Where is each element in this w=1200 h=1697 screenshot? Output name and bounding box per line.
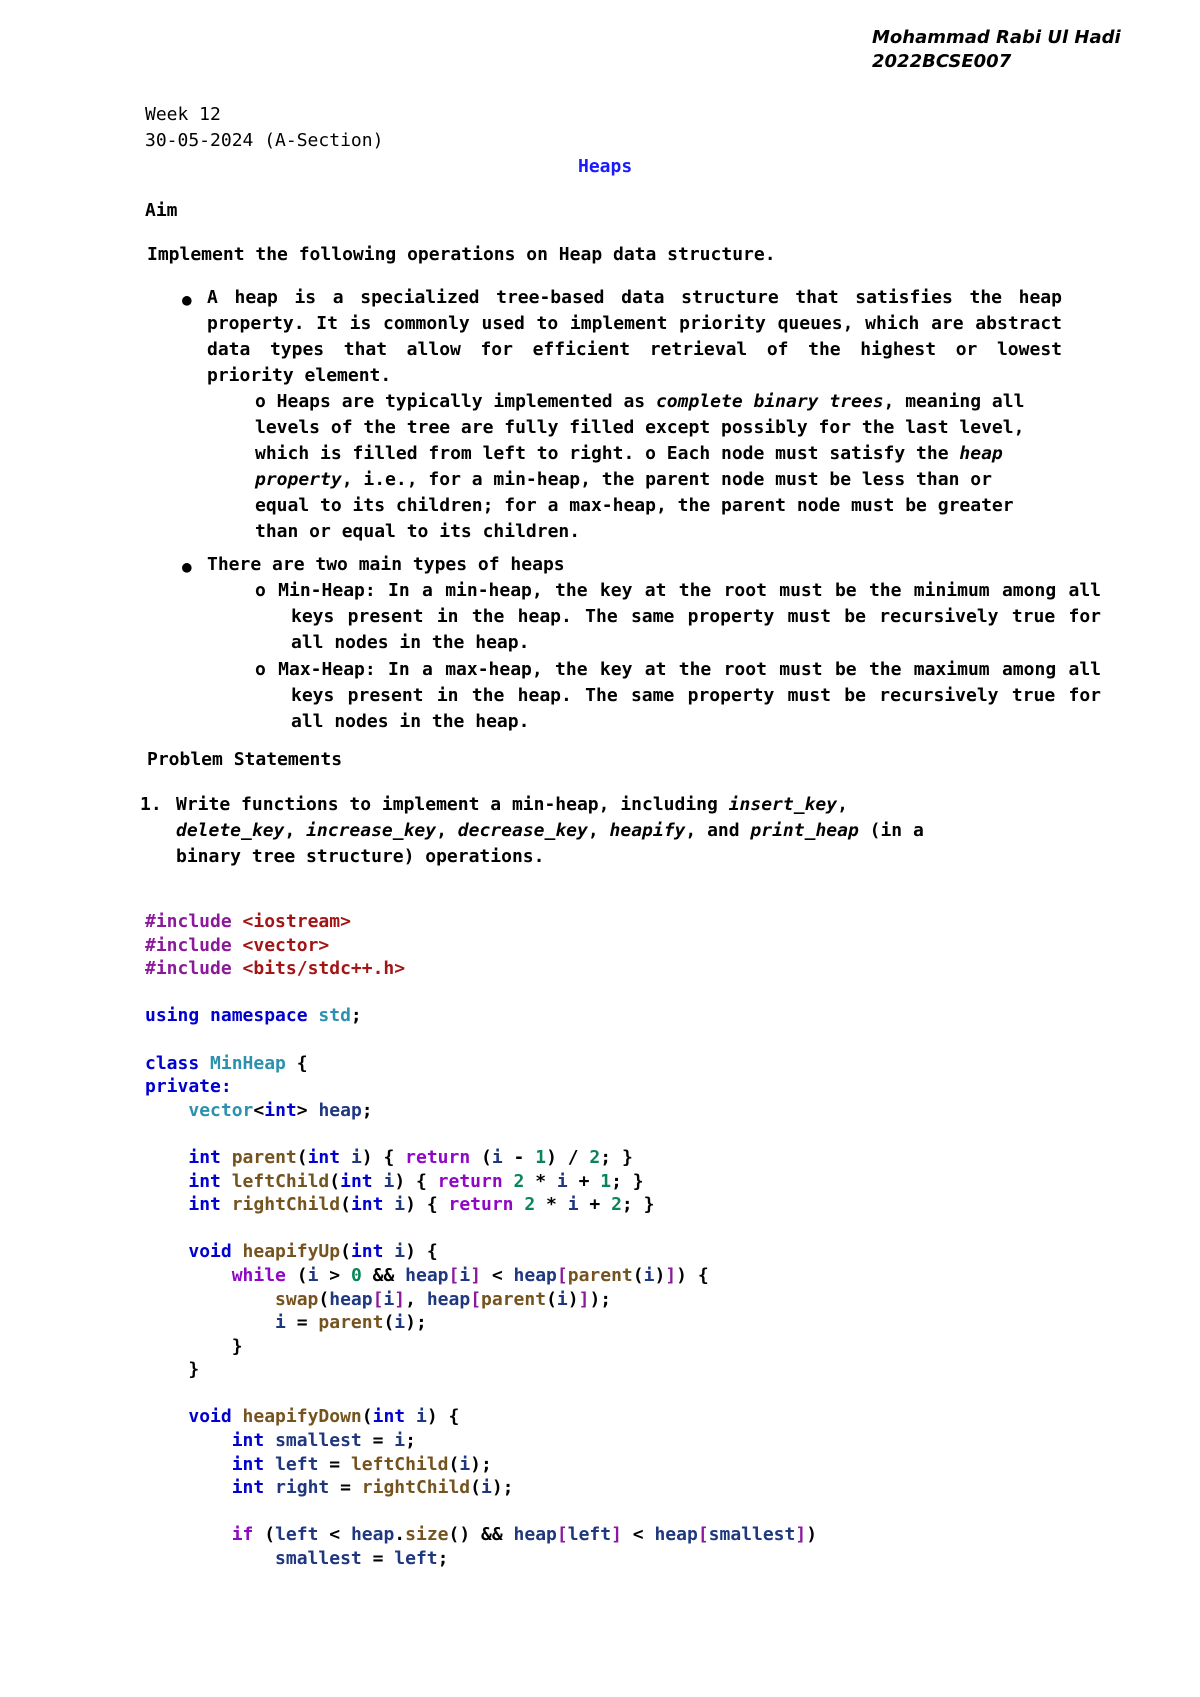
code-token: ] (795, 1524, 807, 1546)
code-line (145, 1004, 817, 1028)
code-token: } (145, 1335, 243, 1357)
code-token: leftChild (350, 1453, 449, 1475)
code-token: [ (556, 1524, 568, 1546)
bullet-dot: ● (182, 557, 192, 576)
code-token: i (567, 1194, 579, 1216)
problem-text: , and (685, 820, 751, 841)
code-token: left (567, 1524, 612, 1546)
code-token: rightChild (231, 1194, 341, 1216)
code-token: i (383, 1170, 395, 1192)
code-token: ( (632, 1264, 644, 1286)
code-token: i (394, 1430, 406, 1452)
code-token: + (578, 1194, 612, 1216)
code-token: ( (329, 1170, 341, 1192)
code-token: = (318, 1453, 351, 1475)
code-line (145, 1335, 817, 1359)
code-line (145, 1028, 817, 1052)
code-line (145, 1358, 817, 1382)
code-line (145, 1052, 817, 1076)
code-token: ; (405, 1430, 416, 1452)
code-token: ) { (405, 1194, 449, 1216)
code-token: ; } (611, 1170, 644, 1192)
code-token: heap (318, 1099, 362, 1121)
sub-point-emphasis: heap property (255, 443, 1003, 490)
sub-point-emphasis: complete binary trees (655, 391, 884, 412)
code-line (145, 1240, 817, 1264)
code-token: ] (611, 1524, 622, 1546)
code-listing (145, 910, 817, 1571)
code-token: <vector> (242, 934, 330, 956)
problem-text: Write functions to implement a min-heap, including (176, 794, 729, 815)
code-token: i (556, 1288, 568, 1310)
code-token: i (459, 1264, 471, 1286)
code-token: 0 (350, 1264, 362, 1286)
code-token: using (145, 1005, 211, 1027)
code-line (145, 1122, 817, 1146)
code-token: ( (546, 1288, 557, 1310)
code-token: i (415, 1406, 427, 1428)
code-token: int (372, 1406, 416, 1428)
code-token (145, 1312, 275, 1333)
page-title: Heaps (578, 156, 633, 177)
code-token: ] (665, 1264, 677, 1286)
code-line (145, 1217, 817, 1241)
code-token: = (285, 1312, 319, 1334)
code-line (145, 1382, 817, 1406)
code-token: heapifyDown (242, 1406, 362, 1428)
bullet-dot: ● (182, 290, 192, 309)
code-token: ); (470, 1453, 492, 1475)
code-token (145, 1524, 232, 1545)
problem-text: , (587, 820, 610, 841)
code-token: ( (264, 1524, 276, 1546)
code-token: ) (806, 1524, 818, 1546)
problem-text: (in a binary tree structure) operations. (176, 820, 924, 867)
code-token: class (145, 1052, 211, 1074)
code-token: return (448, 1194, 525, 1216)
code-token: ); (405, 1312, 427, 1334)
code-token: vector (188, 1099, 254, 1121)
code-token: > (296, 1099, 319, 1121)
code-token: #include (145, 911, 243, 932)
code-line (145, 957, 817, 981)
code-token: ( (340, 1241, 351, 1263)
code-line (145, 1193, 817, 1217)
code-token: parent (231, 1146, 297, 1168)
code-token: int (350, 1194, 395, 1216)
code-token: - (502, 1146, 536, 1168)
function-name: increase_key (306, 820, 437, 841)
roll-number: 2022BCSE007 (872, 51, 1012, 72)
code-token: ( (318, 1288, 330, 1310)
code-token: int (340, 1170, 384, 1192)
code-token: if (231, 1524, 265, 1546)
code-token: <iostream> (242, 911, 351, 932)
function-name: delete_key (176, 820, 285, 841)
week-label: Week 12 (145, 104, 221, 125)
problem-text: , (837, 794, 848, 815)
sub-point-min-heap-text: o Min-Heap: In a min-heap, the key at the root must be the minimum among all keys present in the heap. The same property must be recursively true for all nodes in the heap. (255, 580, 1101, 653)
date-label: 30-05-2024 (A-Section) (145, 130, 384, 151)
code-token (145, 1406, 188, 1427)
code-token: ( (296, 1264, 308, 1286)
sub-point-max-heap-text: o Max-Heap: In a max-heap, the key at the root must be the maximum among all keys present in the heap. The same property must be recursively true for all nodes in the heap. (255, 659, 1101, 732)
code-token: = (361, 1548, 395, 1570)
code-token (145, 1194, 188, 1215)
code-token: int (188, 1146, 232, 1168)
sub-point-min-heap (255, 578, 1101, 656)
code-token: ( (361, 1406, 373, 1428)
function-name: print_heap (750, 820, 859, 841)
code-token: 1 (535, 1146, 547, 1168)
code-token: ( (470, 1477, 481, 1499)
code-token (145, 1430, 232, 1451)
code-line (145, 1264, 817, 1288)
code-token: rightChild (361, 1477, 471, 1499)
code-token: < (621, 1524, 655, 1546)
code-token (145, 1241, 188, 1262)
code-token: smallest (275, 1430, 362, 1452)
code-token: leftChild (231, 1170, 330, 1192)
author-name: Mohammad Rabi Ul Hadi (872, 27, 1121, 48)
code-token (145, 1265, 232, 1286)
code-token: void (188, 1406, 243, 1428)
code-token: heap (329, 1288, 373, 1310)
code-token: MinHeap (210, 1052, 286, 1074)
code-line (145, 1146, 817, 1170)
code-line (145, 1311, 817, 1335)
code-token: i (307, 1264, 319, 1286)
function-name: decrease_key (457, 820, 588, 841)
code-token: return (437, 1170, 514, 1192)
aim-heading: Aim (145, 200, 178, 221)
code-token: ) { (394, 1170, 438, 1192)
code-token: ) (654, 1264, 666, 1286)
code-token: parent (567, 1264, 633, 1286)
code-token: int (188, 1170, 232, 1192)
code-token: int (307, 1146, 351, 1168)
code-token: heap (350, 1524, 395, 1546)
code-token: = (329, 1477, 362, 1499)
code-token: i (394, 1312, 406, 1334)
bullet-heap-definition-text: A heap is a specialized tree-based data structure that satisfies the heap property. It is commonly used to implement priority queues, which are abstract data types that allow for efficient retrieval of the highest or lowest priority element. (207, 287, 1062, 386)
code-line (145, 1405, 817, 1429)
code-token: void (188, 1241, 243, 1263)
code-token: parent (318, 1312, 384, 1334)
code-token: <bits/stdc++.h> (242, 958, 406, 980)
code-token: 2 (513, 1170, 525, 1192)
code-token: 1 (600, 1170, 612, 1192)
code-token: i (394, 1241, 406, 1263)
code-token: heap (513, 1524, 557, 1546)
code-token: ( (383, 1312, 395, 1334)
code-token: heap (654, 1524, 698, 1546)
code-token: ( (448, 1453, 460, 1475)
code-token: , (405, 1288, 427, 1310)
code-token: swap (275, 1288, 319, 1310)
bullet-heap-definition (207, 285, 1062, 389)
sub-point-max-heap (255, 657, 1101, 735)
code-token: 2 (589, 1146, 601, 1168)
code-token: 2 (611, 1194, 622, 1216)
function-name: heapify (609, 820, 686, 841)
code-token: * (535, 1194, 568, 1216)
code-token: i (480, 1477, 492, 1499)
code-line (145, 934, 817, 958)
code-line (145, 1288, 817, 1312)
code-token: . (394, 1524, 406, 1546)
code-token: ] (470, 1264, 482, 1286)
code-line (145, 1500, 817, 1524)
code-token: i (556, 1170, 568, 1192)
code-token: right (275, 1477, 330, 1499)
code-token: [ (448, 1264, 460, 1286)
code-token: i (394, 1194, 406, 1216)
code-token: ( (340, 1194, 351, 1216)
code-token: < (481, 1264, 514, 1286)
code-token: i (383, 1288, 395, 1310)
code-token: return (405, 1146, 482, 1168)
code-token: int (350, 1241, 395, 1263)
code-token (145, 1147, 188, 1168)
code-token: left (275, 1524, 319, 1546)
code-line (145, 1523, 817, 1547)
code-token: } (145, 1359, 200, 1381)
sub-point-text: , meaning all levels of the tree are fully filled except possibly for the last level, which is filled from left to right. o Each node must satisfy the (255, 391, 1025, 464)
problem-text: , (284, 820, 307, 841)
code-token: i (275, 1312, 286, 1334)
code-token: ) { (405, 1241, 438, 1263)
code-token: ); (491, 1477, 514, 1499)
code-token: [ (697, 1524, 709, 1546)
code-token: i (459, 1453, 471, 1475)
problem-number: 1. (140, 794, 162, 815)
code-token: 2 (524, 1194, 536, 1216)
code-token: smallest (275, 1548, 362, 1570)
bullet-heap-types: There are two main types of heaps (207, 554, 565, 575)
code-token: ( (296, 1146, 308, 1168)
code-token: ; (350, 1005, 362, 1027)
code-token: heap (513, 1264, 557, 1286)
code-line (145, 1547, 817, 1571)
code-token: > (318, 1264, 351, 1286)
code-line (145, 1170, 817, 1194)
code-line (145, 1075, 817, 1099)
code-token: ] (578, 1288, 590, 1310)
code-token: ) / (546, 1146, 590, 1168)
code-line (145, 1429, 817, 1453)
code-token: namespace (210, 1005, 319, 1027)
code-token: ; } (600, 1146, 633, 1168)
code-token: while (231, 1264, 297, 1286)
code-token: ( (481, 1146, 492, 1168)
sub-point-text: , i.e., for a min-heap, the parent node must be less than or equal to its children; for a max-heap, the parent node must be greater than or equal to its children. (255, 469, 1014, 542)
code-token: #include (145, 934, 243, 956)
code-token: * (524, 1170, 557, 1192)
code-token: < (253, 1099, 265, 1121)
code-token: ; } (621, 1194, 655, 1216)
code-token: private: (145, 1076, 232, 1098)
code-token: < (318, 1524, 351, 1546)
code-token (145, 1548, 275, 1569)
code-token: heap (405, 1264, 449, 1286)
code-token (145, 1289, 275, 1310)
code-token: int (264, 1099, 297, 1121)
code-token: int (188, 1194, 232, 1216)
code-line (145, 910, 817, 934)
sub-point-text: o Heaps are typically implemented as (255, 391, 656, 412)
code-token (145, 1454, 232, 1475)
code-token: ) { (361, 1146, 406, 1168)
sub-point-implementation (255, 389, 1037, 545)
code-line (145, 1099, 817, 1123)
code-token: i (491, 1146, 503, 1168)
code-token: && (361, 1264, 406, 1286)
code-token: ) { (426, 1406, 460, 1428)
code-token: [ (372, 1288, 384, 1310)
code-line (145, 1476, 817, 1500)
code-token: ; (437, 1548, 449, 1570)
code-token: heap (426, 1288, 471, 1310)
code-token (145, 1171, 188, 1192)
code-token: + (567, 1170, 601, 1192)
code-token (145, 1100, 188, 1121)
code-token: = (361, 1430, 395, 1452)
code-token: left (394, 1548, 438, 1570)
code-token: i (643, 1264, 655, 1286)
code-token: ); (589, 1288, 612, 1310)
code-token: ) (567, 1288, 579, 1310)
code-token: i (350, 1146, 362, 1168)
code-token: parent (481, 1288, 547, 1310)
code-token: () && (448, 1524, 514, 1546)
problem-heading: Problem Statements (147, 749, 343, 770)
code-token: left (275, 1453, 319, 1475)
code-token: ) { (676, 1264, 709, 1286)
code-token: [ (556, 1264, 568, 1286)
problem-statement (176, 792, 976, 870)
code-token: smallest (708, 1524, 796, 1546)
code-token: int (231, 1477, 276, 1499)
code-line (145, 1453, 817, 1477)
code-token: #include (145, 958, 243, 980)
code-token (145, 1477, 232, 1498)
code-token: ; (361, 1099, 373, 1121)
code-token: heapifyUp (242, 1241, 341, 1263)
aim-text: Implement the following operations on Heap data structure. (147, 244, 776, 265)
code-token: { (285, 1052, 308, 1074)
code-token: size (405, 1524, 449, 1546)
code-token: [ (470, 1288, 482, 1310)
problem-text: , (436, 820, 458, 841)
code-line (145, 981, 817, 1005)
code-token: std (318, 1005, 351, 1027)
code-token: ] (394, 1288, 406, 1310)
code-token: int (231, 1430, 276, 1452)
code-token: int (231, 1453, 276, 1475)
function-name: insert_key (728, 794, 838, 815)
